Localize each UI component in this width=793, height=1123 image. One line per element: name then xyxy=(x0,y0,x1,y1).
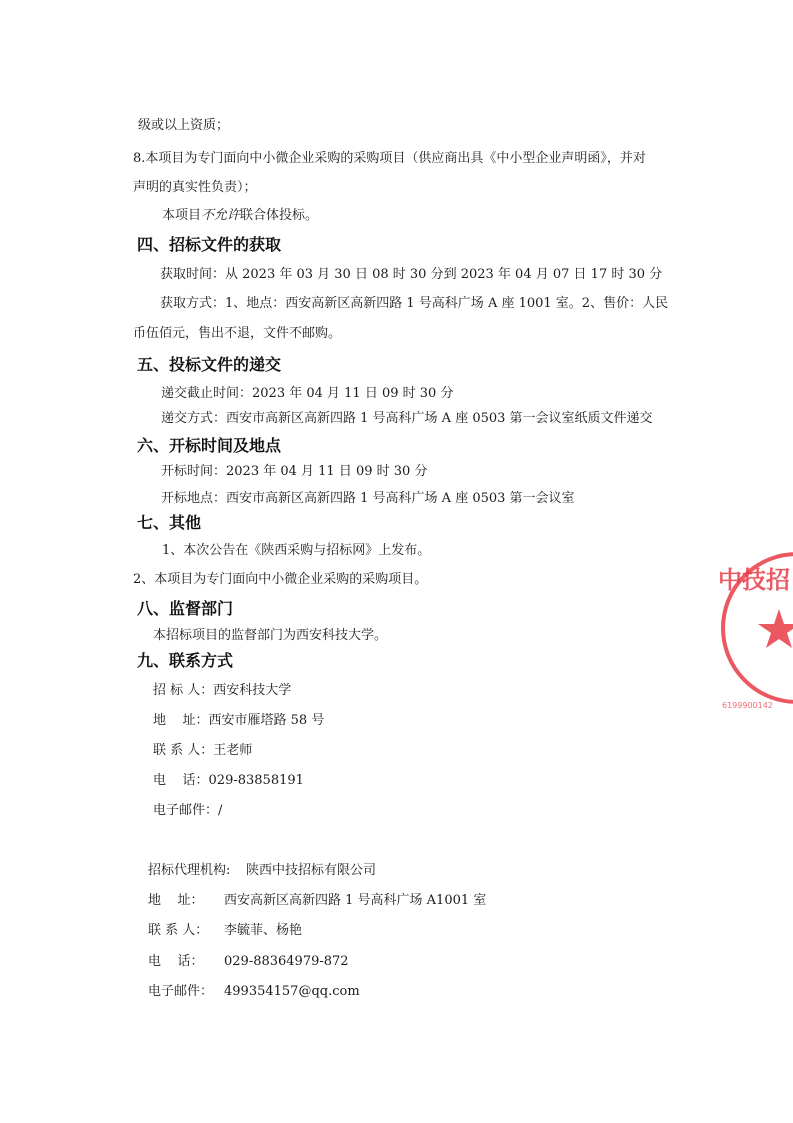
section-8-heading: 八、监督部门 xyxy=(137,599,234,618)
para-consortium xyxy=(162,207,318,225)
para-sme-line1: 8.本项目为专门面向中小微企业采购的采购项目（供应商出具《中小型企业声明函》，并对 xyxy=(133,151,646,166)
agency-label: 招标代理机构: xyxy=(148,863,231,878)
consortium-prefix: 本项目 xyxy=(162,208,202,223)
agency-phone-value: 029-88364979-872 xyxy=(224,954,349,969)
s8-text: 本招标项目的监督部门为西安科技大学。 xyxy=(153,628,388,643)
agency-email-label: 电子邮件： xyxy=(148,984,214,999)
s7-item1: 1、本次公告在《陕西采购与招标网》上发布。 xyxy=(162,543,431,558)
para-sme-line2: 声明的真实性负责）； xyxy=(133,180,257,195)
s5-method: 递交方式：西安市高新区高新四路 1 号高科广场 A 座 0503 第一会议室纸质文件递交 xyxy=(161,411,653,426)
consortium-emphasis: 不允许 xyxy=(201,208,241,223)
agency-contact-label: 联 系 人： xyxy=(148,923,209,938)
section-9-heading: 九、联系方式 xyxy=(137,651,234,670)
para-qualification-tail: 级或以上资质； xyxy=(138,118,230,133)
purchaser-address: 地 址：西安市雁塔路 58 号 xyxy=(153,713,325,728)
svg-text:6199900142: 6199900142 xyxy=(722,701,773,710)
s4-time: 获取时间：从 2023 年 03 月 30 日 08 时 30 分到 2023 年 04 月 07 日 17 时 30 分 xyxy=(160,267,663,282)
consortium-suffix: 联合体投标。 xyxy=(240,208,319,223)
s5-deadline: 递交截止时间：2023 年 04 月 11 日 09 时 30 分 xyxy=(161,386,454,401)
company-seal xyxy=(712,548,793,718)
purchaser-phone: 电 话：029-83858191 xyxy=(153,773,304,788)
agency-value: 陕西中技招标有限公司 xyxy=(246,863,377,878)
agency-contact-value: 李毓菲、杨艳 xyxy=(224,923,303,938)
agency-phone-label: 电 话： xyxy=(148,954,204,969)
agency-address-value: 西安高新区高新四路 1 号高科广场 A1001 室 xyxy=(224,893,487,908)
s6-place: 开标地点：西安市高新区高新四路 1 号高科广场 A 座 0503 第一会议室 xyxy=(161,491,575,506)
s7-item2: 2、本项目为专门面向中小微企业采购的采购项目。 xyxy=(133,572,428,587)
agency-email-value: 499354157@qq.com xyxy=(224,984,360,999)
section-6-heading: 六、开标时间及地点 xyxy=(137,436,282,455)
section-4-heading: 四、招标文件的获取 xyxy=(137,235,282,254)
section-5-heading: 五、投标文件的递交 xyxy=(137,355,282,374)
svg-text:中技招: 中技招 xyxy=(718,565,790,594)
purchaser-contact: 联 系 人：王老师 xyxy=(153,743,253,758)
s4-method-line1: 获取方式：1、地点：西安高新区高新四路 1 号高科广场 A 座 1001 室。2、售价：人民 xyxy=(160,296,669,311)
s4-method-line2: 币伍佰元，售出不退，文件不邮购。 xyxy=(133,326,342,341)
purchaser-email: 电子邮件：/ xyxy=(153,803,223,818)
section-7-heading: 七、其他 xyxy=(137,513,202,532)
s6-time: 开标时间：2023 年 04 月 11 日 09 时 30 分 xyxy=(161,464,428,479)
agency-address-label: 地 址： xyxy=(148,893,204,908)
purchaser-name: 招 标 人：西安科技大学 xyxy=(153,683,292,698)
